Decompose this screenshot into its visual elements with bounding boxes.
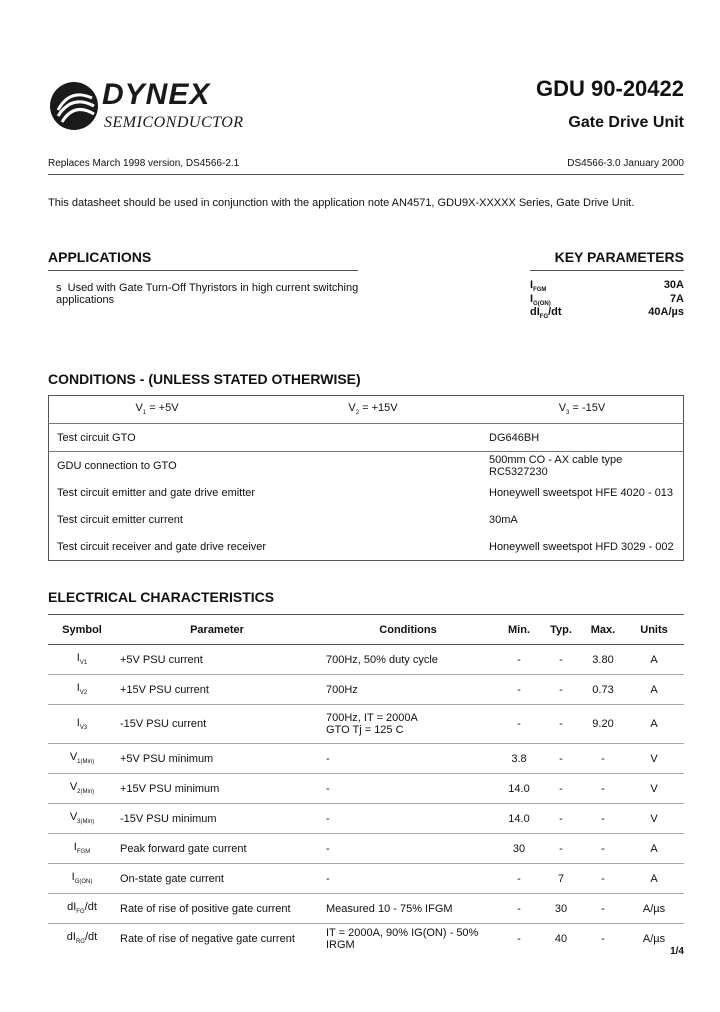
- symbol-cell: $dI_{FG}/dt$: [48, 894, 116, 924]
- bullet: s: [56, 282, 62, 294]
- parameter-cell: -15V PSU minimum: [116, 804, 318, 834]
- table-row: [49, 506, 684, 533]
- parameter-cell: Rate of rise of positive gate current: [116, 894, 318, 924]
- max-cell: 3.80: [582, 645, 624, 675]
- v1-cell: $V_1 = +5V$: [135, 402, 179, 417]
- symbol-cell: $I_{G(ON)}$: [48, 864, 116, 894]
- condition-label: Test circuit emitter and gate drive emitter: [57, 486, 256, 499]
- min-cell: 14.0: [498, 774, 540, 804]
- dynex-swirl-icon: [48, 80, 100, 132]
- symbol-cell: $V_{1(Min)}$: [48, 744, 116, 774]
- symbol-cell: $I_{V3}$: [48, 705, 116, 744]
- max-cell: -: [582, 804, 624, 834]
- table-row: [48, 645, 684, 675]
- max-cell: -: [582, 744, 624, 774]
- brand-subtitle: SEMICONDUCTOR: [104, 114, 244, 131]
- col-parameter: Parameter: [116, 615, 318, 645]
- key-param-symbol: $I_{FGM}$: [530, 279, 547, 294]
- min-cell: 30: [498, 834, 540, 864]
- max-cell: -: [582, 774, 624, 804]
- page-number: 1/4: [670, 946, 684, 957]
- part-number: GDU 90-20422: [536, 76, 684, 101]
- max-cell: -: [601, 932, 605, 945]
- applications-divider: [48, 270, 358, 271]
- conditions-cell: Measured 10 - 75% IFGM: [318, 894, 498, 924]
- parameter-cell: +15V PSU current: [116, 675, 318, 705]
- symbol-cell: $I_{FGM}$: [48, 834, 116, 864]
- replaces-note: Replaces March 1998 version, DS4566-2.1: [48, 158, 240, 169]
- typ-cell: -: [540, 804, 582, 834]
- min-cell: -: [498, 864, 540, 894]
- max-cell: 0.73: [582, 675, 624, 705]
- conditions-cell: -: [318, 864, 498, 894]
- v2-cell: $V_2 = +15V$: [348, 402, 398, 417]
- max-cell: -: [582, 894, 624, 924]
- key-param-symbol: $dI_{FG}/dt$: [530, 306, 562, 321]
- symbol-cell: $V_{2(Min)}$: [48, 774, 116, 804]
- table-row: [48, 774, 684, 804]
- table-row: [48, 744, 684, 774]
- symbol-cell: $dI_{RG}/dt$: [66, 931, 98, 946]
- key-param-value: 40A/µs: [648, 306, 684, 318]
- min-cell: -: [498, 645, 540, 675]
- typ-cell: -: [540, 834, 582, 864]
- condition-value: DG646BH: [481, 424, 684, 452]
- col-typ: Typ.: [540, 615, 582, 645]
- application-line-1: Used with Gate Turn-Off Thyristors in high current switching: [67, 282, 359, 294]
- min-cell: -: [498, 705, 540, 744]
- units-cell: A: [624, 675, 684, 705]
- conditions-cell: 700Hz, 50% duty cycle: [318, 645, 498, 675]
- typ-cell: 30: [540, 894, 582, 924]
- units-cell: A/µs: [642, 932, 666, 945]
- min-cell: -: [498, 675, 540, 705]
- min-cell: -: [498, 894, 540, 924]
- table-row: [48, 834, 684, 864]
- application-line-2: applications: [56, 294, 115, 306]
- condition-value: 30mA: [489, 513, 518, 526]
- conditions-cell: IT = 2000A, 90% IG(ON) - 50% IRGM: [326, 926, 479, 951]
- key-param-value: 30A: [663, 279, 684, 291]
- table-row: [49, 452, 684, 480]
- parameter-cell: +15V PSU minimum: [116, 774, 318, 804]
- min-cell: 3.8: [498, 744, 540, 774]
- table-header-row: [48, 615, 684, 645]
- table-row: [49, 479, 684, 506]
- header-divider: [48, 174, 684, 175]
- condition-label: Test circuit emitter current: [57, 513, 183, 526]
- units-cell: V: [624, 744, 684, 774]
- units-cell: A/µs: [624, 894, 684, 924]
- company-logo: [48, 78, 248, 138]
- intro-text: This datasheet should be used in conjunction with the application note AN4571, GDU9X-XXXXX Series, Gate Drive Unit.: [48, 197, 635, 209]
- conditions-cell: 700Hz: [318, 675, 498, 705]
- table-row: [49, 424, 684, 452]
- v3-cell: $V_3 = -15V$: [558, 402, 606, 417]
- condition-label: GDU connection to GTO: [49, 452, 482, 480]
- units-cell: V: [624, 804, 684, 834]
- parameter-cell: Rate of rise of negative gate current: [120, 932, 295, 945]
- units-cell: V: [624, 774, 684, 804]
- table-row: [49, 533, 684, 561]
- units-cell: A: [624, 864, 684, 894]
- max-cell: 9.20: [582, 705, 624, 744]
- applications-heading: APPLICATIONS: [48, 249, 152, 265]
- table-row: [48, 864, 684, 894]
- key-parameters-divider: [530, 270, 684, 271]
- units-cell: A: [624, 705, 684, 744]
- symbol-cell: $V_{3(Min)}$: [48, 804, 116, 834]
- table-row: [48, 894, 684, 924]
- min-cell: -: [517, 932, 521, 945]
- application-item: [56, 282, 358, 306]
- units-cell: A: [624, 645, 684, 675]
- units-cell: A: [624, 834, 684, 864]
- parameter-cell: Peak forward gate current: [116, 834, 318, 864]
- condition-label: Test circuit receiver and gate drive receiver: [57, 540, 267, 553]
- typ-cell: -: [540, 744, 582, 774]
- parameter-cell: -15V PSU current: [116, 705, 318, 744]
- conditions-table: [48, 395, 684, 561]
- supply-voltages-row: [49, 396, 684, 424]
- col-max: Max.: [582, 615, 624, 645]
- conditions-cell: -: [318, 804, 498, 834]
- table-row: [48, 924, 684, 954]
- symbol-cell: $I_{V2}$: [48, 675, 116, 705]
- parameter-cell: On-state gate current: [116, 864, 318, 894]
- max-cell: -: [582, 834, 624, 864]
- parameter-cell: +5V PSU current: [116, 645, 318, 675]
- symbol-cell: $I_{V1}$: [48, 645, 116, 675]
- condition-value: Honeywell sweetspot HFD 3029 - 002: [489, 540, 674, 553]
- condition-label: Test circuit GTO: [49, 424, 482, 452]
- conditions-heading: CONDITIONS - (UNLESS STATED OTHERWISE): [48, 371, 361, 387]
- electrical-heading: ELECTRICAL CHARACTERISTICS: [48, 589, 275, 605]
- col-conditions: Conditions: [318, 615, 498, 645]
- table-row: [48, 705, 684, 744]
- conditions-cell: 700Hz, IT = 2000A GTO Tj = 125 C: [318, 705, 498, 744]
- condition-value: Honeywell sweetspot HFE 4020 - 013: [489, 486, 674, 499]
- col-min: Min.: [498, 615, 540, 645]
- typ-cell: -: [540, 675, 582, 705]
- min-cell: 14.0: [498, 804, 540, 834]
- typ-cell: 40: [554, 932, 568, 945]
- condition-value: 500mm CO - AX cable type RC5327230: [481, 452, 684, 480]
- key-param-value: 7A: [669, 293, 684, 305]
- typ-cell: -: [540, 645, 582, 675]
- conditions-cell: -: [318, 834, 498, 864]
- product-name: Gate Drive Unit: [568, 114, 684, 131]
- electrical-characteristics-table: [48, 614, 684, 953]
- typ-cell: 7: [540, 864, 582, 894]
- col-symbol: Symbol: [48, 615, 116, 645]
- typ-cell: -: [540, 705, 582, 744]
- key-parameters-heading: KEY PARAMETERS: [554, 249, 684, 265]
- col-units: Units: [624, 615, 684, 645]
- table-row: [48, 804, 684, 834]
- conditions-cell: -: [318, 744, 498, 774]
- conditions-cell: -: [318, 774, 498, 804]
- brand-name: DYNEX: [102, 78, 211, 111]
- table-row: [48, 675, 684, 705]
- typ-cell: -: [540, 774, 582, 804]
- parameter-cell: +5V PSU minimum: [116, 744, 318, 774]
- key-param-symbol: $I_{G(ON)}$: [530, 293, 551, 308]
- max-cell: -: [582, 864, 624, 894]
- document-reference: DS4566-3.0 January 2000: [567, 158, 684, 169]
